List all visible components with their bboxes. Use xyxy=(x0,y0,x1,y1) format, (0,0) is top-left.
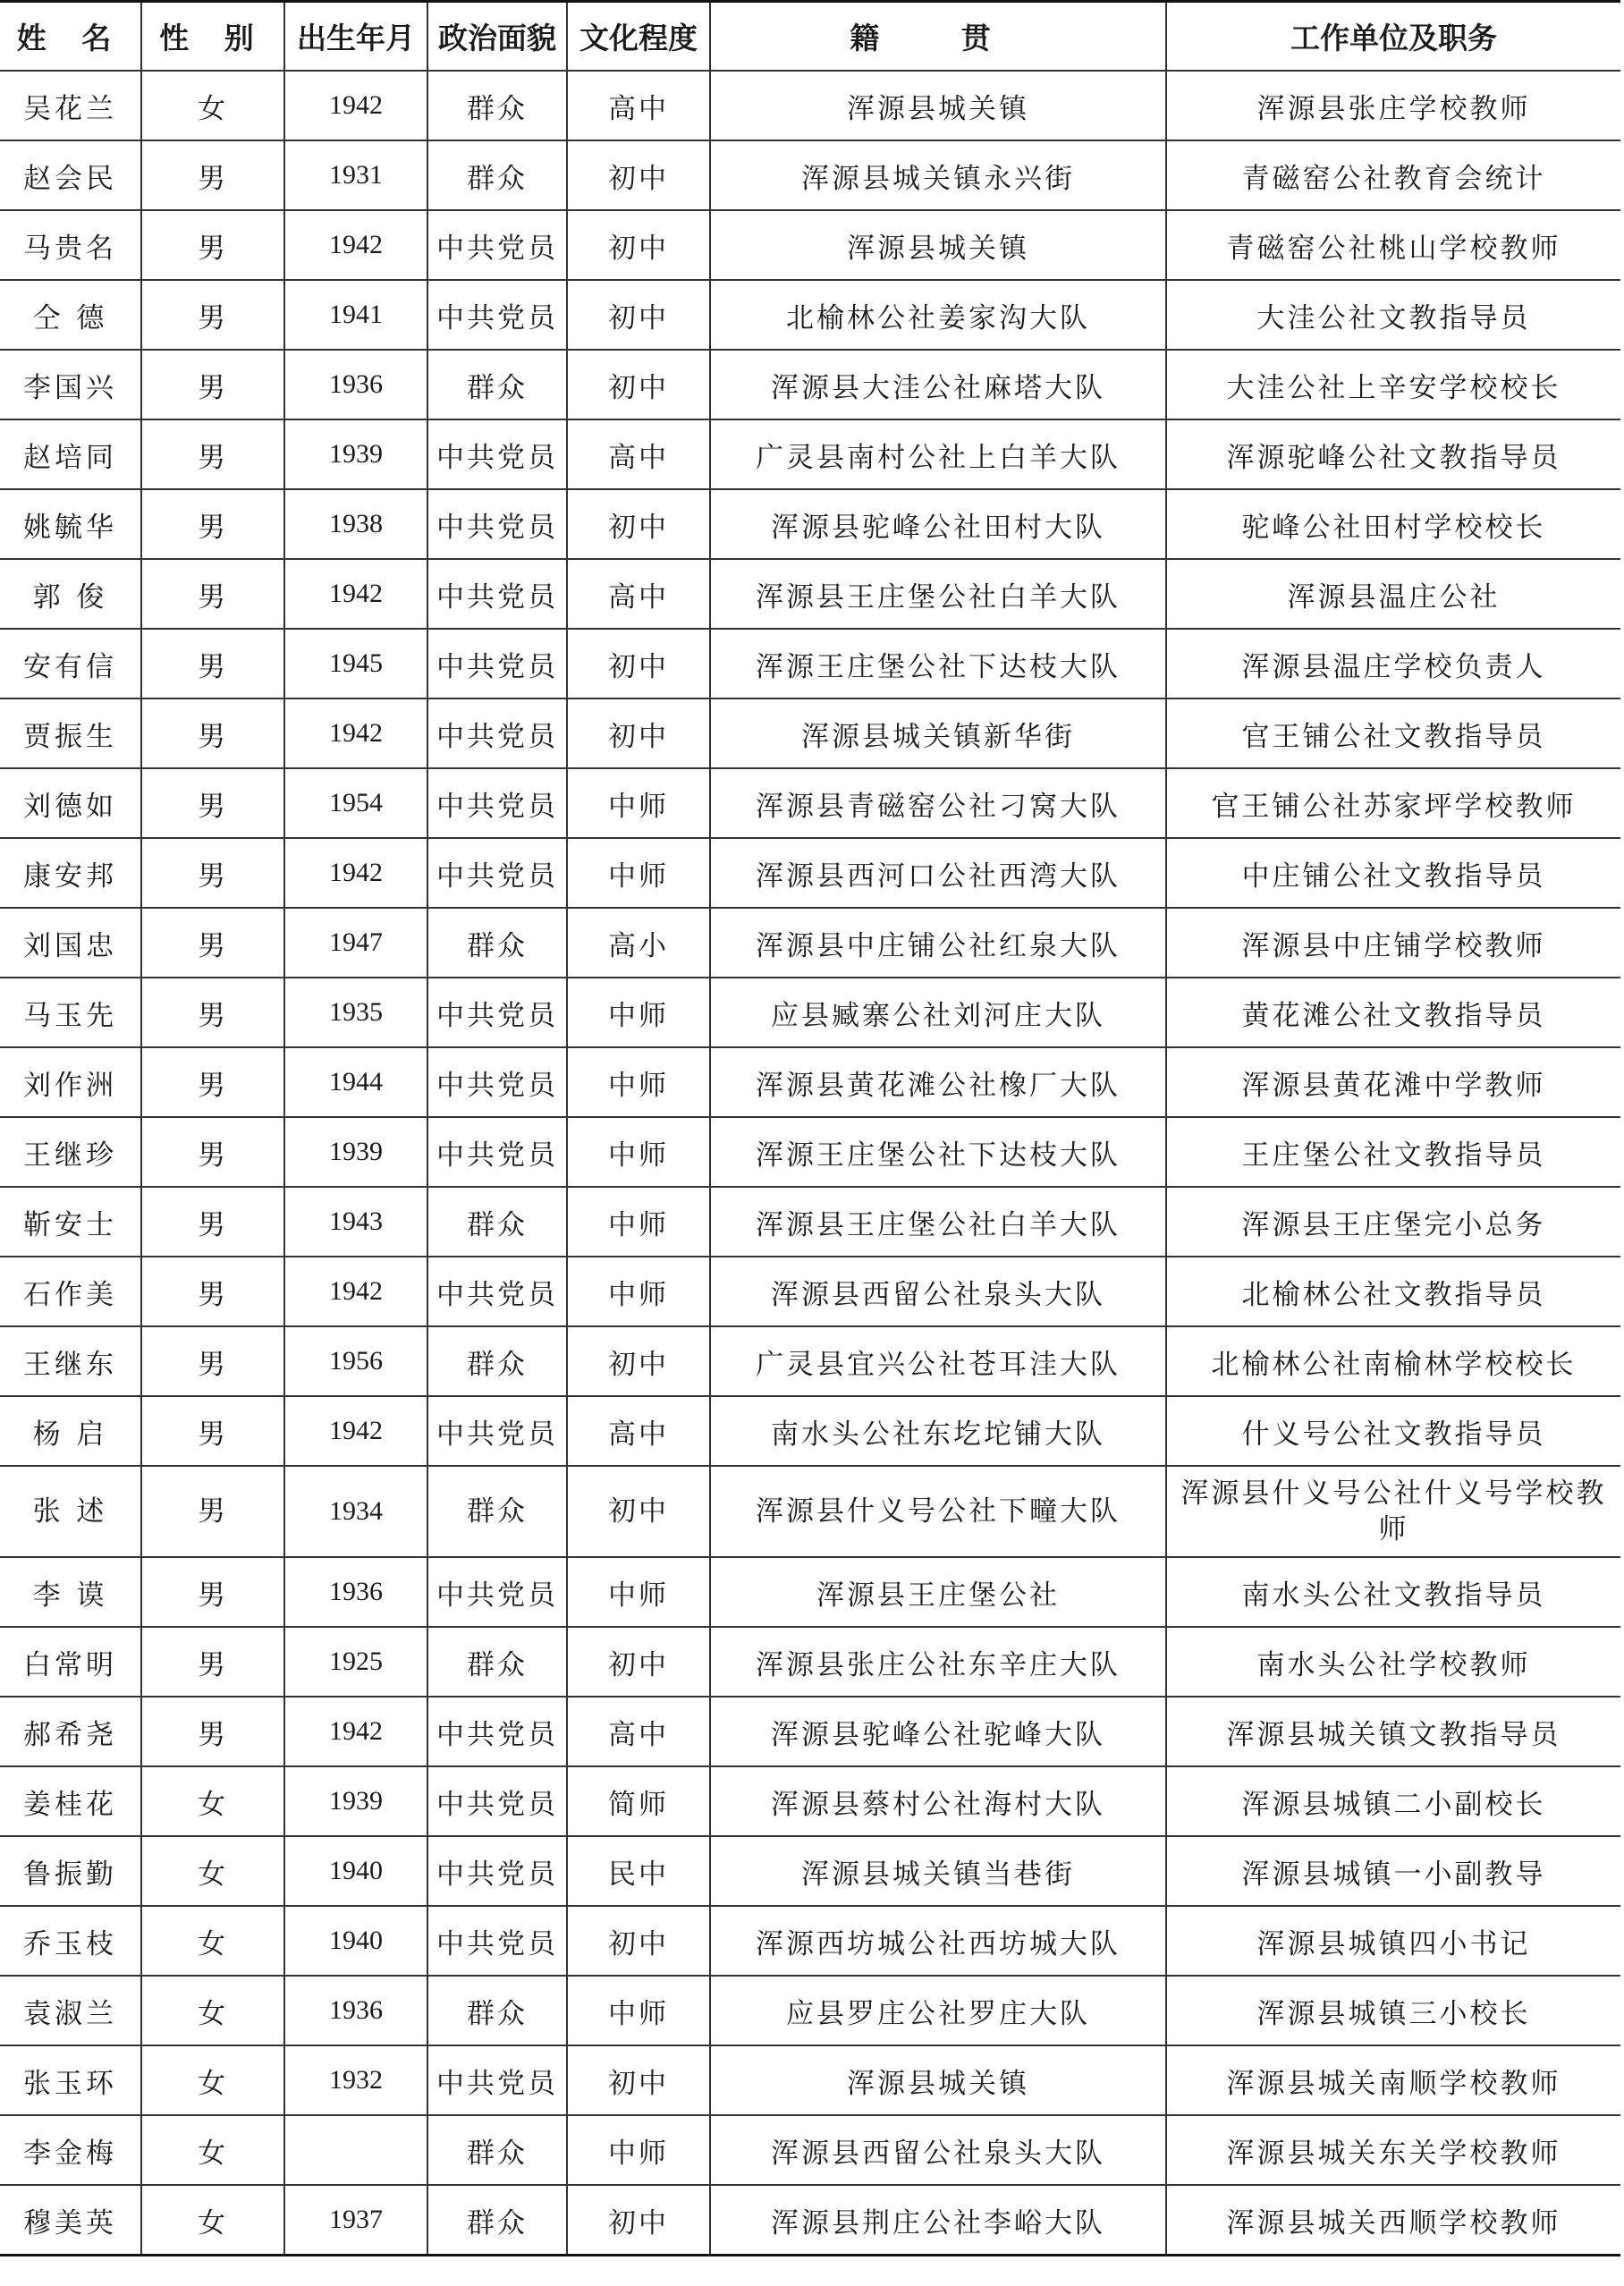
cell-birth: 1940 xyxy=(284,1836,427,1906)
cell-origin: 广灵县南村公社上白羊大队 xyxy=(710,419,1166,489)
cell-birth: 1947 xyxy=(284,908,427,978)
cell-education: 高中 xyxy=(567,71,710,140)
cell-politics: 中共党员 xyxy=(427,489,567,559)
cell-birth: 1954 xyxy=(284,768,427,838)
cell-work: 浑源县城关南顺学校教师 xyxy=(1166,2045,1620,2115)
cell-name: 李国兴 xyxy=(0,350,141,419)
table-row xyxy=(0,350,1620,419)
cell-work: 浑源县王庄堡完小总务 xyxy=(1166,1187,1620,1257)
cell-gender: 男 xyxy=(141,280,284,350)
cell-name: 鲁振勤 xyxy=(0,1836,141,1906)
cell-birth: 1945 xyxy=(284,629,427,698)
cell-education: 中师 xyxy=(567,1117,710,1187)
cell-politics: 群众 xyxy=(427,140,567,210)
cell-name: 康安邦 xyxy=(0,838,141,908)
cell-education: 初中 xyxy=(567,1906,710,1976)
table-row xyxy=(0,1906,1620,1976)
cell-education: 初中 xyxy=(567,1326,710,1396)
cell-name: 石作美 xyxy=(0,1257,141,1326)
table-row xyxy=(0,978,1620,1047)
cell-gender: 男 xyxy=(141,489,284,559)
cell-birth: 1943 xyxy=(284,1187,427,1257)
cell-politics: 中共党员 xyxy=(427,210,567,280)
cell-gender: 女 xyxy=(141,71,284,140)
cell-gender: 男 xyxy=(141,419,284,489)
cell-birth: 1956 xyxy=(284,1326,427,1396)
cell-politics: 中共党员 xyxy=(427,1257,567,1326)
table-row xyxy=(0,1697,1620,1766)
cell-education: 中师 xyxy=(567,1976,710,2045)
table-row xyxy=(0,2045,1620,2115)
cell-birth: 1942 xyxy=(284,210,427,280)
header-work: 工作单位及职务 xyxy=(1166,2,1620,72)
cell-work: 浑源县张庄学校教师 xyxy=(1166,71,1620,140)
cell-name: 仝 德 xyxy=(0,280,141,350)
cell-work: 浑源县温庄公社 xyxy=(1166,559,1620,629)
cell-education: 高中 xyxy=(567,1697,710,1766)
cell-politics: 群众 xyxy=(427,350,567,419)
table-row xyxy=(0,629,1620,698)
cell-origin: 浑源县张庄公社东辛庄大队 xyxy=(710,1627,1166,1697)
cell-education: 民中 xyxy=(567,1836,710,1906)
table-row xyxy=(0,1047,1620,1117)
table-body xyxy=(0,71,1620,2256)
cell-name: 刘国忠 xyxy=(0,908,141,978)
cell-birth: 1944 xyxy=(284,1047,427,1117)
cell-work: 青磁窑公社教育会统计 xyxy=(1166,140,1620,210)
cell-work: 南水头公社学校教师 xyxy=(1166,1627,1620,1697)
cell-name: 赵会民 xyxy=(0,140,141,210)
cell-work: 浑源县城关镇文教指导员 xyxy=(1166,1697,1620,1766)
cell-birth: 1932 xyxy=(284,2045,427,2115)
header-education: 文化程度 xyxy=(567,2,710,72)
header-origin: 籍 贯 xyxy=(710,2,1166,72)
cell-gender: 男 xyxy=(141,1257,284,1326)
cell-politics: 中共党员 xyxy=(427,978,567,1047)
table-row xyxy=(0,489,1620,559)
cell-politics: 群众 xyxy=(427,1627,567,1697)
cell-work: 浑源驼峰公社文教指导员 xyxy=(1166,419,1620,489)
table-row xyxy=(0,1557,1620,1627)
table-row xyxy=(0,838,1620,908)
cell-birth: 1941 xyxy=(284,280,427,350)
cell-birth: 1942 xyxy=(284,1396,427,1466)
cell-work: 官王铺公社苏家坪学校教师 xyxy=(1166,768,1620,838)
cell-politics: 中共党员 xyxy=(427,1557,567,1627)
cell-name: 王继东 xyxy=(0,1326,141,1396)
cell-name: 赵培同 xyxy=(0,419,141,489)
table-row xyxy=(0,2115,1620,2185)
cell-name: 袁淑兰 xyxy=(0,1976,141,2045)
table-row xyxy=(0,1976,1620,2045)
cell-education: 中师 xyxy=(567,2115,710,2185)
cell-origin: 浑源县王庄堡公社白羊大队 xyxy=(710,1187,1166,1257)
table-row xyxy=(0,1766,1620,1836)
header-gender: 性 别 xyxy=(141,2,284,72)
cell-gender: 男 xyxy=(141,1117,284,1187)
cell-work: 浑源县城关东关学校教师 xyxy=(1166,2115,1620,2185)
cell-gender: 男 xyxy=(141,1557,284,1627)
table-row xyxy=(0,1627,1620,1697)
cell-politics: 中共党员 xyxy=(427,698,567,768)
cell-work: 浑源县什义号公社什义号学校教师 xyxy=(1166,1466,1620,1557)
cell-work: 南水头公社文教指导员 xyxy=(1166,1557,1620,1627)
cell-birth: 1939 xyxy=(284,419,427,489)
cell-birth: 1939 xyxy=(284,1766,427,1836)
cell-work: 浑源县中庄铺学校教师 xyxy=(1166,908,1620,978)
cell-origin: 浑源县西河口公社西湾大队 xyxy=(710,838,1166,908)
table-row xyxy=(0,280,1620,350)
cell-origin: 浑源西坊城公社西坊城大队 xyxy=(710,1906,1166,1976)
table-row xyxy=(0,1836,1620,1906)
cell-name: 姚毓华 xyxy=(0,489,141,559)
cell-politics: 中共党员 xyxy=(427,1117,567,1187)
cell-birth: 1942 xyxy=(284,1697,427,1766)
cell-birth: 1936 xyxy=(284,1976,427,2045)
table-row xyxy=(0,908,1620,978)
cell-education: 高小 xyxy=(567,908,710,978)
cell-birth: 1938 xyxy=(284,489,427,559)
cell-birth: 1942 xyxy=(284,838,427,908)
cell-name: 贾振生 xyxy=(0,698,141,768)
cell-politics: 群众 xyxy=(427,1187,567,1257)
cell-education: 初中 xyxy=(567,140,710,210)
cell-politics: 群众 xyxy=(427,2185,567,2256)
cell-politics: 中共党员 xyxy=(427,629,567,698)
cell-gender: 男 xyxy=(141,559,284,629)
cell-origin: 浑源县西留公社泉头大队 xyxy=(710,1257,1166,1326)
cell-gender: 男 xyxy=(141,1627,284,1697)
cell-origin: 浑源县西留公社泉头大队 xyxy=(710,2115,1166,2185)
table-row xyxy=(0,1187,1620,1257)
table-row xyxy=(0,140,1620,210)
cell-origin: 南水头公社东圪坨铺大队 xyxy=(710,1396,1166,1466)
cell-education: 初中 xyxy=(567,2045,710,2115)
cell-work: 中庄铺公社文教指导员 xyxy=(1166,838,1620,908)
cell-education: 中师 xyxy=(567,768,710,838)
cell-work: 黄花滩公社文教指导员 xyxy=(1166,978,1620,1047)
cell-work: 官王铺公社文教指导员 xyxy=(1166,698,1620,768)
cell-gender: 男 xyxy=(141,1697,284,1766)
cell-origin: 浑源县黄花滩公社橡厂大队 xyxy=(710,1047,1166,1117)
cell-origin: 浑源县荆庄公社李峪大队 xyxy=(710,2185,1166,2256)
cell-name: 郭 俊 xyxy=(0,559,141,629)
cell-work: 浑源县城镇一小副教导 xyxy=(1166,1836,1620,1906)
cell-education: 高中 xyxy=(567,1396,710,1466)
cell-gender: 男 xyxy=(141,908,284,978)
cell-gender: 女 xyxy=(141,1836,284,1906)
cell-name: 刘德如 xyxy=(0,768,141,838)
cell-education: 初中 xyxy=(567,698,710,768)
cell-name: 张玉环 xyxy=(0,2045,141,2115)
cell-origin: 浑源县驼峰公社田村大队 xyxy=(710,489,1166,559)
cell-birth: 1936 xyxy=(284,350,427,419)
table-row xyxy=(0,2185,1620,2256)
cell-name: 王继珍 xyxy=(0,1117,141,1187)
table-row xyxy=(0,1466,1620,1557)
cell-gender: 男 xyxy=(141,210,284,280)
cell-name: 刘作洲 xyxy=(0,1047,141,1117)
cell-education: 中师 xyxy=(567,1187,710,1257)
cell-origin: 浑源县中庄铺公社红泉大队 xyxy=(710,908,1166,978)
cell-origin: 浑源县城关镇 xyxy=(710,71,1166,140)
cell-politics: 中共党员 xyxy=(427,1766,567,1836)
cell-gender: 男 xyxy=(141,838,284,908)
cell-name: 姜桂花 xyxy=(0,1766,141,1836)
cell-birth: 1942 xyxy=(284,71,427,140)
cell-birth: 1940 xyxy=(284,1906,427,1976)
cell-birth: 1942 xyxy=(284,559,427,629)
cell-gender: 男 xyxy=(141,1396,284,1466)
table-row xyxy=(0,1257,1620,1326)
cell-politics: 中共党员 xyxy=(427,2045,567,2115)
cell-politics: 中共党员 xyxy=(427,1697,567,1766)
cell-gender: 男 xyxy=(141,768,284,838)
cell-gender: 女 xyxy=(141,1976,284,2045)
cell-birth: 1939 xyxy=(284,1117,427,1187)
cell-birth: 1934 xyxy=(284,1466,427,1557)
cell-name: 马玉先 xyxy=(0,978,141,1047)
cell-birth: 1936 xyxy=(284,1557,427,1627)
cell-work: 大洼公社上辛安学校校长 xyxy=(1166,350,1620,419)
cell-origin: 浑源县城关镇 xyxy=(710,2045,1166,2115)
cell-origin: 浑源王庄堡公社下达枝大队 xyxy=(710,1117,1166,1187)
table-row xyxy=(0,768,1620,838)
table-row xyxy=(0,71,1620,140)
cell-work: 北榆林公社文教指导员 xyxy=(1166,1257,1620,1326)
table-row xyxy=(0,1326,1620,1396)
cell-education: 中师 xyxy=(567,1047,710,1117)
cell-origin: 浑源县王庄堡公社 xyxy=(710,1557,1166,1627)
cell-origin: 广灵县宜兴公社苍耳洼大队 xyxy=(710,1326,1166,1396)
cell-work: 北榆林公社南榆林学校校长 xyxy=(1166,1326,1620,1396)
cell-birth: 1942 xyxy=(284,1257,427,1326)
cell-work: 浑源县城镇三小校长 xyxy=(1166,1976,1620,2045)
cell-origin: 应县罗庄公社罗庄大队 xyxy=(710,1976,1166,2045)
cell-birth: 1925 xyxy=(284,1627,427,1697)
cell-birth: 1935 xyxy=(284,978,427,1047)
header-politics: 政治面貌 xyxy=(427,2,567,72)
cell-work: 浑源县城关西顺学校教师 xyxy=(1166,2185,1620,2256)
cell-work: 浑源县温庄学校负责人 xyxy=(1166,629,1620,698)
cell-education: 简师 xyxy=(567,1766,710,1836)
cell-education: 初中 xyxy=(567,629,710,698)
cell-politics: 群众 xyxy=(427,908,567,978)
cell-gender: 男 xyxy=(141,978,284,1047)
cell-origin: 浑源县城关镇永兴街 xyxy=(710,140,1166,210)
cell-work: 王庄堡公社文教指导员 xyxy=(1166,1117,1620,1187)
cell-birth: 1942 xyxy=(284,698,427,768)
cell-gender: 男 xyxy=(141,698,284,768)
cell-politics: 中共党员 xyxy=(427,419,567,489)
cell-education: 中师 xyxy=(567,1257,710,1326)
table-row xyxy=(0,698,1620,768)
cell-gender: 女 xyxy=(141,1906,284,1976)
cell-origin: 浑源县王庄堡公社白羊大队 xyxy=(710,559,1166,629)
cell-name: 张 述 xyxy=(0,1466,141,1557)
cell-work: 浑源县黄花滩中学教师 xyxy=(1166,1047,1620,1117)
cell-name: 马贵名 xyxy=(0,210,141,280)
cell-origin: 浑源县城关镇 xyxy=(710,210,1166,280)
cell-education: 高中 xyxy=(567,419,710,489)
cell-gender: 女 xyxy=(141,2185,284,2256)
table-row xyxy=(0,419,1620,489)
cell-gender: 男 xyxy=(141,1047,284,1117)
cell-education: 中师 xyxy=(567,838,710,908)
cell-politics: 中共党员 xyxy=(427,1396,567,1466)
cell-gender: 男 xyxy=(141,140,284,210)
cell-gender: 男 xyxy=(141,350,284,419)
cell-gender: 男 xyxy=(141,1187,284,1257)
cell-politics: 中共党员 xyxy=(427,1047,567,1117)
cell-name: 吴花兰 xyxy=(0,71,141,140)
cell-gender: 男 xyxy=(141,629,284,698)
cell-politics: 群众 xyxy=(427,71,567,140)
cell-education: 中师 xyxy=(567,978,710,1047)
table-row xyxy=(0,1117,1620,1187)
cell-education: 初中 xyxy=(567,1466,710,1557)
cell-work: 浑源县城镇四小书记 xyxy=(1166,1906,1620,1976)
cell-name: 穆美英 xyxy=(0,2185,141,2256)
cell-education: 初中 xyxy=(567,489,710,559)
cell-gender: 女 xyxy=(141,2115,284,2185)
cell-politics: 群众 xyxy=(427,1976,567,2045)
cell-work: 青磁窑公社桃山学校教师 xyxy=(1166,210,1620,280)
cell-gender: 女 xyxy=(141,1766,284,1836)
cell-name: 靳安士 xyxy=(0,1187,141,1257)
cell-politics: 中共党员 xyxy=(427,1836,567,1906)
cell-education: 初中 xyxy=(567,2185,710,2256)
cell-politics: 中共党员 xyxy=(427,768,567,838)
header-row xyxy=(0,2,1620,72)
cell-work: 浑源县城镇二小副校长 xyxy=(1166,1766,1620,1836)
header-birth: 出生年月 xyxy=(284,2,427,72)
cell-politics: 群众 xyxy=(427,1326,567,1396)
cell-birth: 1931 xyxy=(284,140,427,210)
cell-origin: 浑源县城关镇当巷街 xyxy=(710,1836,1166,1906)
cell-education: 高中 xyxy=(567,559,710,629)
cell-work: 什义号公社文教指导员 xyxy=(1166,1396,1620,1466)
cell-gender: 男 xyxy=(141,1466,284,1557)
cell-name: 乔玉枝 xyxy=(0,1906,141,1976)
cell-origin: 浑源王庄堡公社下达枝大队 xyxy=(710,629,1166,698)
cell-education: 初中 xyxy=(567,350,710,419)
cell-politics: 中共党员 xyxy=(427,838,567,908)
header-name: 姓 名 xyxy=(0,2,141,72)
cell-politics: 中共党员 xyxy=(427,559,567,629)
cell-politics: 群众 xyxy=(427,2115,567,2185)
cell-origin: 浑源县蔡村公社海村大队 xyxy=(710,1766,1166,1836)
table-row xyxy=(0,210,1620,280)
cell-name: 李 谟 xyxy=(0,1557,141,1627)
cell-origin: 浑源县城关镇新华街 xyxy=(710,698,1166,768)
table-row xyxy=(0,559,1620,629)
cell-origin: 浑源县驼峰公社驼峰大队 xyxy=(710,1697,1166,1766)
cell-name: 郝希尧 xyxy=(0,1697,141,1766)
cell-birth: 1937 xyxy=(284,2185,427,2256)
cell-gender: 女 xyxy=(141,2045,284,2115)
cell-politics: 中共党员 xyxy=(427,1906,567,1976)
cell-name: 李金梅 xyxy=(0,2115,141,2185)
cell-origin: 浑源县什义号公社下疃大队 xyxy=(710,1466,1166,1557)
cell-birth xyxy=(284,2115,427,2185)
cell-gender: 男 xyxy=(141,1326,284,1396)
cell-name: 白常明 xyxy=(0,1627,141,1697)
table-row xyxy=(0,1396,1620,1466)
cell-origin: 浑源县青磁窑公社刁窝大队 xyxy=(710,768,1166,838)
cell-origin: 浑源县大洼公社麻塔大队 xyxy=(710,350,1166,419)
cell-work: 驼峰公社田村学校校长 xyxy=(1166,489,1620,559)
cell-origin: 北榆林公社姜家沟大队 xyxy=(710,280,1166,350)
cell-name: 杨 启 xyxy=(0,1396,141,1466)
cell-education: 初中 xyxy=(567,280,710,350)
cell-politics: 中共党员 xyxy=(427,280,567,350)
cell-work: 大洼公社文教指导员 xyxy=(1166,280,1620,350)
cell-origin: 应县臧寨公社刘河庄大队 xyxy=(710,978,1166,1047)
cell-education: 初中 xyxy=(567,210,710,280)
cell-politics: 群众 xyxy=(427,1466,567,1557)
cell-education: 中师 xyxy=(567,1557,710,1627)
cell-education: 初中 xyxy=(567,1627,710,1697)
cell-name: 安有信 xyxy=(0,629,141,698)
